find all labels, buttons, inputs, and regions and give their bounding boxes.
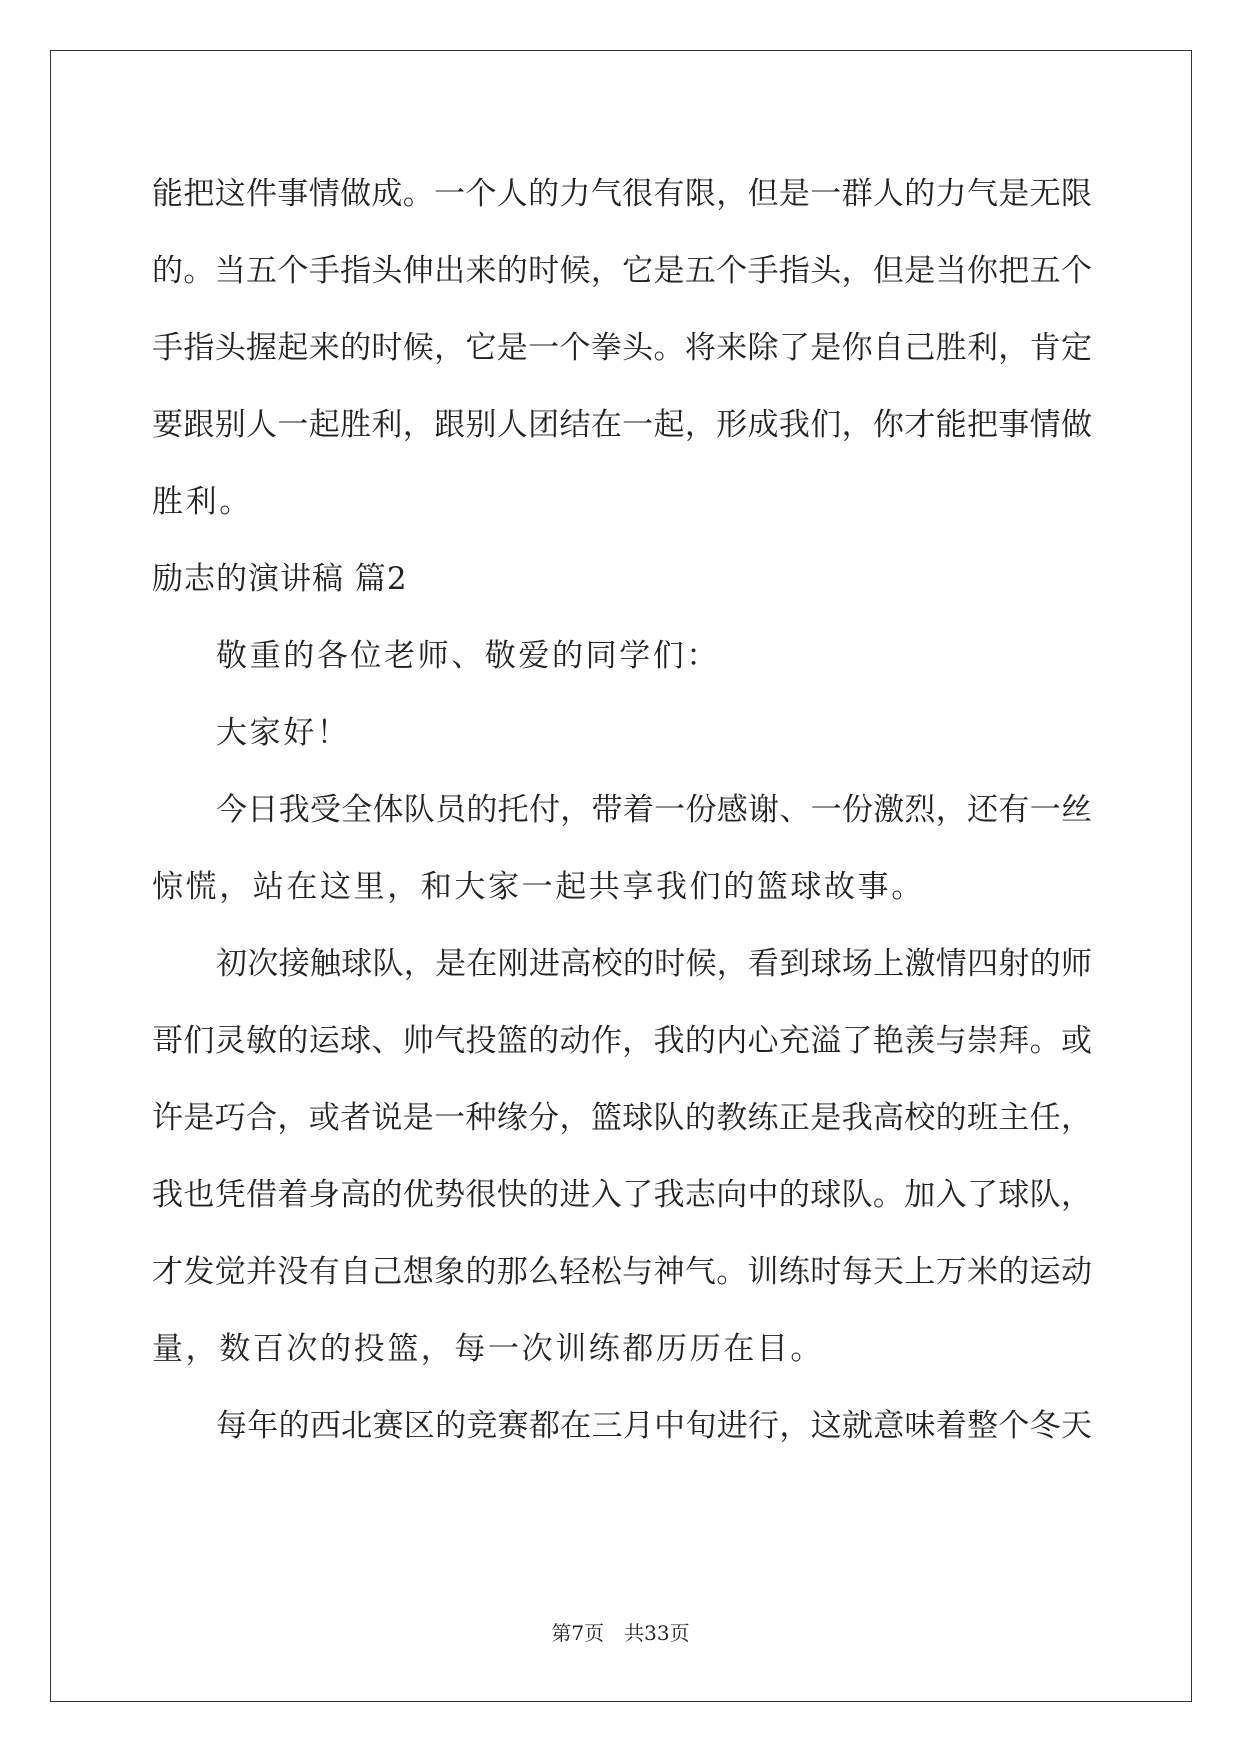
paragraph-line: 胜利。: [152, 484, 253, 520]
paragraph-line: 初次接触球队，是在刚进高校的时候，看到球场上激情四射的师: [216, 946, 1092, 982]
page-number-footer: 第7页 共33页: [551, 1621, 690, 1645]
paragraph-line: 量，数百次的投篮，每一次训练都历历在目。: [152, 1331, 824, 1367]
paragraph-line: 要跟别人一起胜利，跟别人团结在一起，形成我们，你才能把事情做: [152, 407, 1092, 443]
paragraph-line: 惊慌，站在这里，和大家一起共享我们的篮球故事。: [152, 869, 925, 905]
paragraph-line: 的。当五个手指头伸出来的时候，它是五个手指头，但是当你把五个: [152, 253, 1092, 289]
paragraph-line: 能把这件事情做成。一个人的力气很有限，但是一群人的力气是无限: [152, 176, 1092, 212]
section-heading: 励志的演讲稿 篇2: [152, 561, 408, 597]
paragraph-line: 哥们灵敏的运球、帅气投篮的动作，我的内心充溢了艳羡与崇拜。或: [152, 1023, 1092, 1059]
paragraph-line: 每年的西北赛区的竞赛都在三月中旬进行，这就意味着整个冬天: [216, 1408, 1092, 1444]
paragraph-line: 今日我受全体队员的托付，带着一份感谢、一份激烈，还有一丝: [216, 792, 1092, 828]
paragraph-line: 才发觉并没有自己想象的那么轻松与神气。训练时每天上万米的运动: [152, 1254, 1092, 1290]
paragraph-line: 我也凭借着身高的优势很快的进入了我志向中的球队。加入了球队，: [152, 1177, 1092, 1213]
paragraph-line: 许是巧合，或者说是一种缘分，篮球队的教练正是我高校的班主任，: [152, 1100, 1092, 1136]
hello: 大家好！: [216, 715, 351, 751]
paragraph-line: 手指头握起来的时候，它是一个拳头。将来除了是你自己胜利，肯定: [152, 330, 1092, 366]
greeting: 敬重的各位老师、敬爱的同学们：: [216, 638, 720, 674]
